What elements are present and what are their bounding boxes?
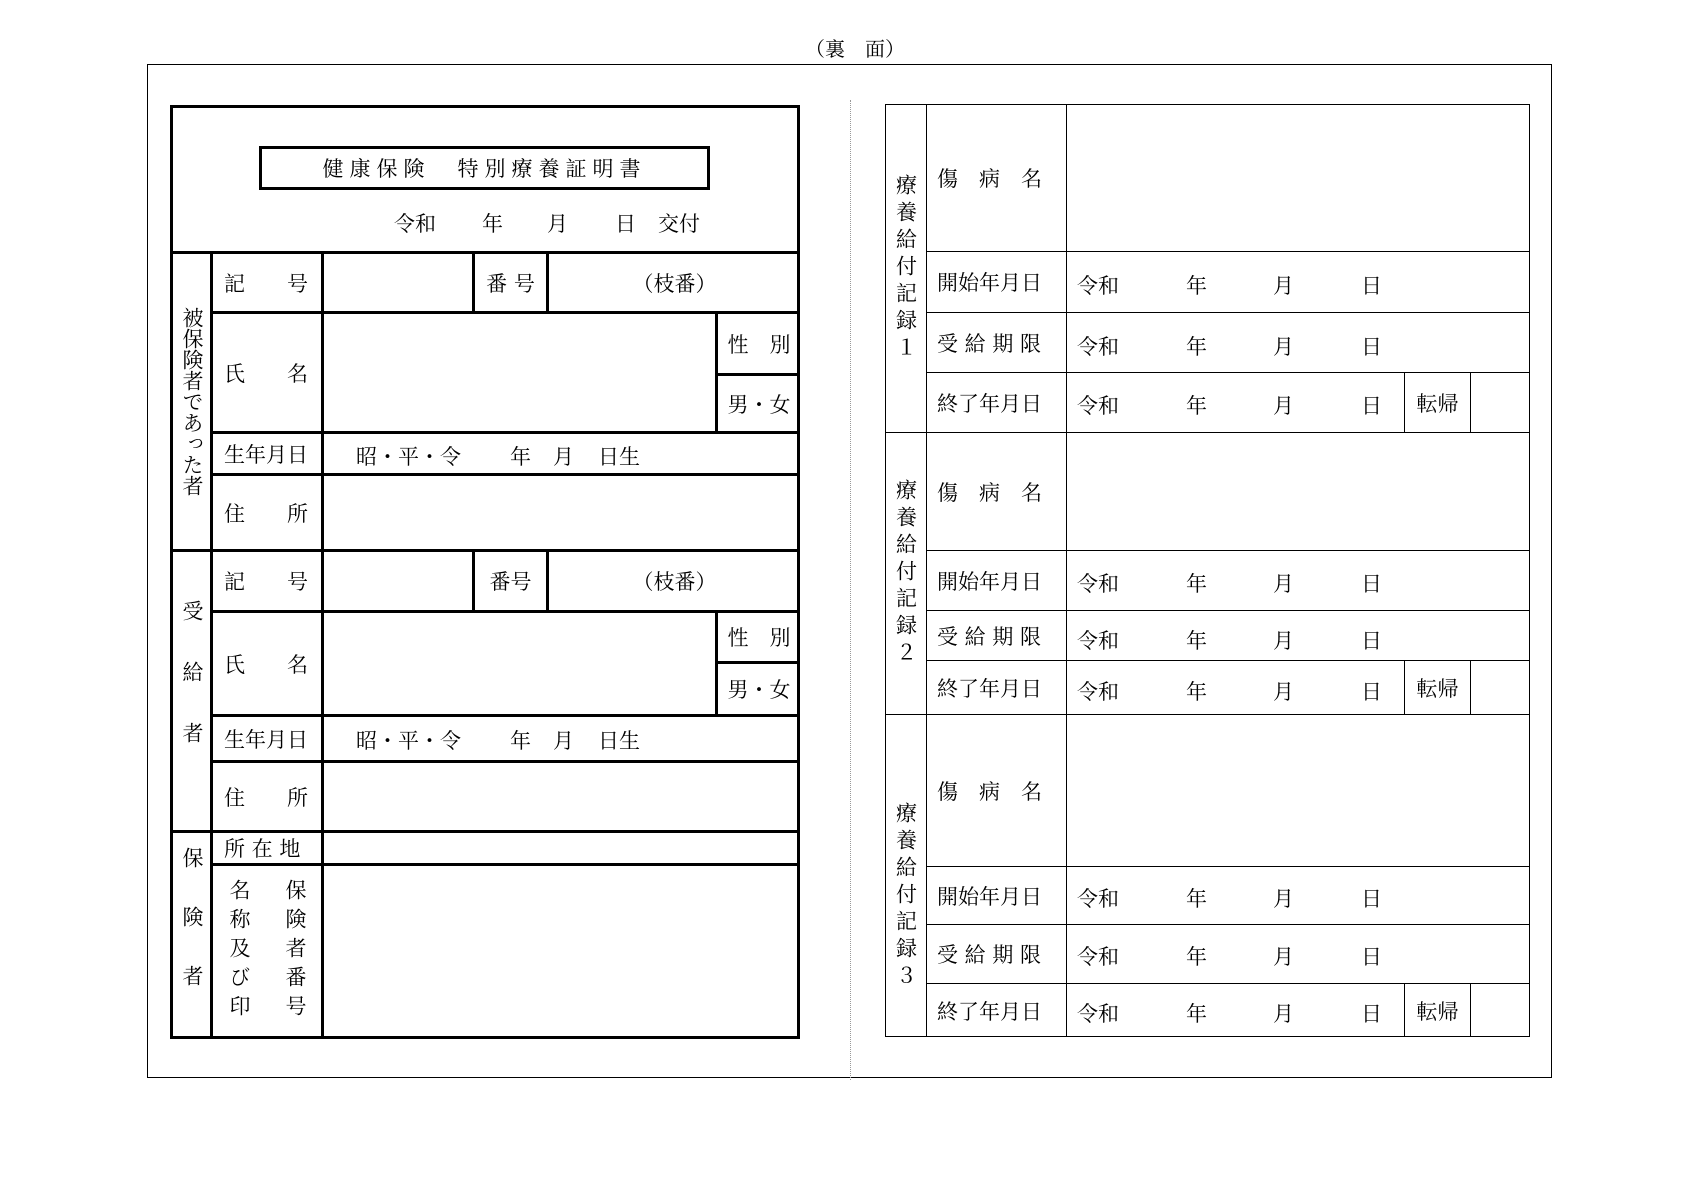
beneficiary-dob-eras[interactable]: 昭・平・令: [356, 729, 461, 753]
record-2-period-day: 日: [1361, 629, 1382, 653]
record-3-end-year: 年: [1186, 1002, 1207, 1026]
record-1-section-label: 療養給付記録１: [893, 173, 918, 363]
record-1-end-label: 終了年月日: [937, 391, 1042, 416]
card-title: 健康保険 特別療養証明書: [259, 146, 710, 190]
record-3-period-month: 月: [1273, 945, 1294, 969]
insured-branch-label[interactable]: （枝番）: [632, 271, 717, 296]
beneficiary-dob-label: 生年月日: [224, 727, 308, 752]
record-3-section-label: 療養給付記録３: [893, 801, 918, 991]
beneficiary-symbol-field[interactable]: [324, 552, 472, 610]
record-3-period-day: 日: [1361, 945, 1382, 969]
side-label: （裏 面）: [805, 37, 905, 61]
beneficiary-dob-month: 月: [553, 729, 574, 753]
record-3-end-label: 終了年月日: [937, 999, 1042, 1024]
insured-number-label: 番 号: [486, 271, 535, 296]
record-2-period-year: 年: [1186, 629, 1207, 653]
record-1-start-month: 月: [1273, 274, 1294, 298]
record-1-outcome-label: 転帰: [1416, 391, 1459, 416]
insured-sex-label: 性 別: [727, 332, 791, 357]
issue-era: 令和: [394, 212, 436, 236]
record-2-disease-label: 傷 病 名: [937, 480, 1042, 505]
beneficiary-address-label: 住 所: [224, 785, 308, 810]
beneficiary-dob-year: 年: [510, 729, 531, 753]
insured-name-label: 氏 名: [224, 361, 308, 386]
record-1-period-label: 受 給 期 限: [937, 331, 1042, 356]
record-3-period-year: 年: [1186, 945, 1207, 969]
beneficiary-sex-options[interactable]: 男・女: [727, 678, 791, 702]
beneficiary-name-label: 氏 名: [224, 652, 308, 677]
record-2-end-era[interactable]: 令和: [1077, 680, 1119, 704]
fold-line: [850, 100, 851, 1080]
insured-dob-day: 日生: [598, 445, 640, 469]
record-2-end-month: 月: [1273, 680, 1294, 704]
insured-dob-year: 年: [510, 445, 531, 469]
record-3-disease-field[interactable]: [1067, 715, 1529, 866]
record-3-period-label: 受 給 期 限: [937, 943, 1042, 967]
beneficiary-address-field[interactable]: [324, 763, 800, 830]
record-1-outcome-field[interactable]: [1471, 373, 1529, 432]
record-1-start-era[interactable]: 令和: [1077, 274, 1119, 298]
record-3-start-era[interactable]: 令和: [1077, 887, 1119, 911]
record-3-period-era[interactable]: 令和: [1077, 945, 1119, 969]
record-2-end-day: 日: [1361, 680, 1382, 704]
issue-year: 年: [482, 212, 503, 236]
record-1-end-era[interactable]: 令和: [1077, 394, 1119, 418]
record-2-start-era[interactable]: 令和: [1077, 572, 1119, 596]
record-3-outcome-label: 転帰: [1416, 999, 1459, 1024]
record-2-start-label: 開始年月日: [937, 569, 1042, 594]
record-1-end-month: 月: [1273, 394, 1294, 418]
beneficiary-dob-day: 日生: [598, 729, 640, 753]
insurer-location-label: 所 在 地: [224, 837, 301, 861]
insured-dob-month: 月: [553, 445, 574, 469]
record-1-start-day: 日: [1361, 274, 1382, 298]
record-2-period-label: 受 給 期 限: [937, 624, 1042, 649]
insured-name-field[interactable]: [324, 314, 715, 431]
record-2-start-day: 日: [1361, 572, 1382, 596]
beneficiary-number-label: 番号: [489, 570, 532, 594]
record-2-period-month: 月: [1273, 629, 1294, 653]
issue-month: 月: [547, 212, 568, 236]
beneficiary-sex-label: 性 別: [727, 626, 791, 650]
record-2-outcome-label: 転帰: [1416, 676, 1459, 701]
record-3-end-era[interactable]: 令和: [1077, 1002, 1119, 1026]
record-3-start-label: 開始年月日: [937, 884, 1042, 909]
record-1-period-era[interactable]: 令和: [1077, 335, 1119, 359]
insured-symbol-field[interactable]: [324, 254, 472, 311]
beneficiary-name-field[interactable]: [324, 613, 715, 714]
issue-label: 交付: [658, 212, 700, 236]
insured-symbol-label: 記 号: [224, 271, 308, 296]
insured-sex-options[interactable]: 男・女: [727, 392, 791, 417]
record-3-end-day: 日: [1361, 1002, 1382, 1026]
record-3-start-year: 年: [1186, 887, 1207, 911]
record-2-disease-field[interactable]: [1067, 433, 1529, 550]
insured-address-label: 住 所: [224, 501, 308, 526]
record-3-start-day: 日: [1361, 887, 1382, 911]
record-1-period-day: 日: [1361, 335, 1382, 359]
beneficiary-branch-label[interactable]: （枝番）: [632, 570, 717, 594]
record-1-end-year: 年: [1186, 394, 1207, 418]
record-1-end-day: 日: [1361, 394, 1382, 418]
beneficiary-symbol-label: 記 号: [224, 570, 308, 594]
insured-section-label: 被保険者であった者: [180, 307, 204, 496]
record-1-period-month: 月: [1273, 335, 1294, 359]
record-2-end-label: 終了年月日: [937, 676, 1042, 701]
record-2-section-label: 療養給付記録２: [893, 479, 918, 668]
insured-dob-eras[interactable]: 昭・平・令: [356, 445, 461, 469]
record-3-disease-label: 傷 病 名: [937, 779, 1042, 804]
issue-day: 日: [615, 212, 636, 236]
record-1-disease-label: 傷 病 名: [937, 167, 1042, 191]
record-3-end-month: 月: [1273, 1002, 1294, 1026]
insurer-location-field[interactable]: [324, 833, 800, 863]
beneficiary-section-label: 受給者: [180, 599, 204, 783]
insurer-section-label: 保険者: [180, 846, 204, 1024]
insured-address-field[interactable]: [324, 476, 800, 549]
insurer-name-label: 名称及び印 保険者番号: [227, 879, 307, 1024]
insured-dob-label: 生年月日: [224, 442, 308, 467]
record-2-outcome-field[interactable]: [1471, 661, 1529, 714]
insurer-name-field[interactable]: [324, 866, 800, 1037]
record-1-period-year: 年: [1186, 335, 1207, 359]
record-2-start-month: 月: [1273, 572, 1294, 596]
record-3-outcome-field[interactable]: [1471, 984, 1529, 1037]
record-1-start-year: 年: [1186, 274, 1207, 298]
record-2-start-year: 年: [1186, 572, 1207, 596]
record-2-end-year: 年: [1186, 680, 1207, 704]
record-2-period-era[interactable]: 令和: [1077, 629, 1119, 653]
record-3-start-month: 月: [1273, 887, 1294, 911]
record-1-start-label: 開始年月日: [937, 271, 1042, 295]
record-1-disease-field[interactable]: [1067, 105, 1529, 251]
